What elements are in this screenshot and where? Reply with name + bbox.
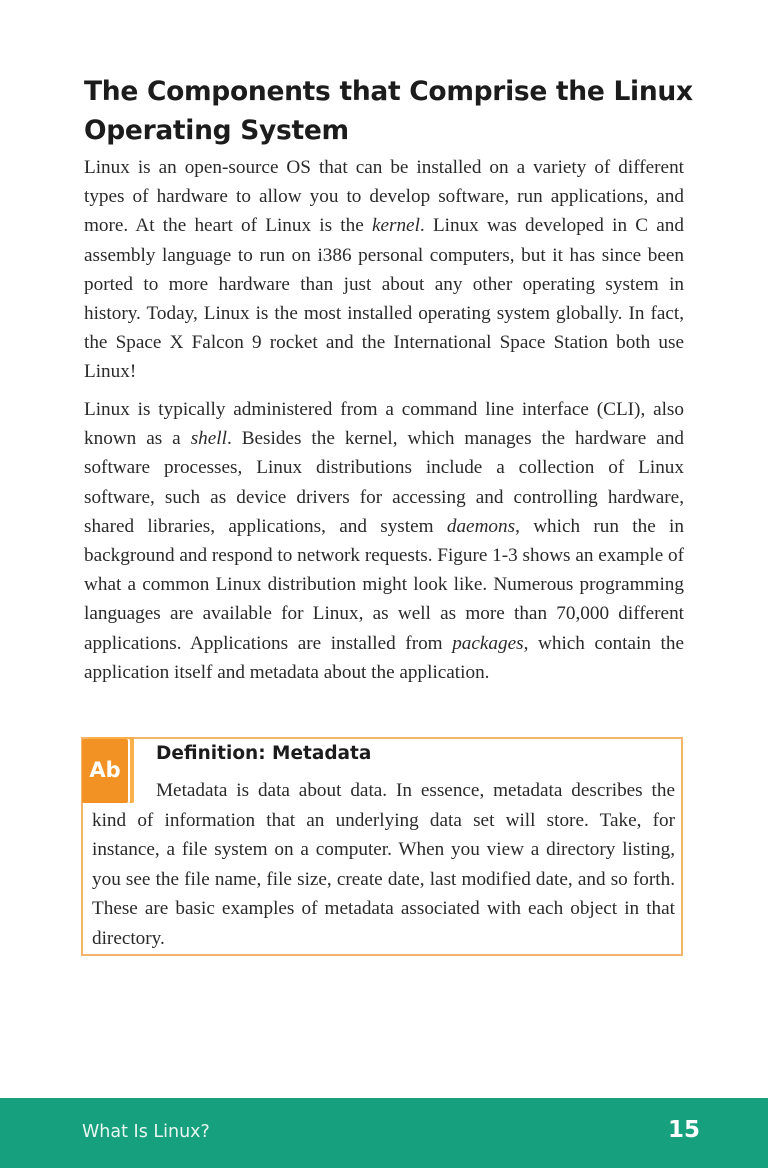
emphasis-term-daemons: daemons: [446, 515, 516, 537]
paragraph-text: Linux is an open-source OS that can be installed on a variety of different types of hardware to allow you to develop software, run applications, and more. At the heart of Linux is the: [84, 157, 684, 237]
emphasis-term-shell: shell: [190, 428, 227, 450]
section-heading: The Components that Comprise the Linux Operating System: [84, 76, 693, 146]
body-paragraph-2: [84, 395, 684, 687]
emphasis-term-kernel: kernel: [371, 215, 420, 237]
book-icon-label: Ab: [89, 758, 121, 782]
paragraph-text: , which run the in background and respond to network requests. Figure 1-3 shows an example of what a common Linux distribution might look like. Numerous programming languages are available for Linux, as well as more than 70,000 different applications. Applications are installed from: [84, 515, 685, 654]
emphasis-term-packages: packages: [452, 632, 524, 654]
definition-body: Metadata is data about data. In essence, metadata describes the kind of information that an underlying data set will store. Take, for instance, a file system on a computer. When you view a directory listing, you see the file name, file size, create date, last modified date, and so forth. These are basic examples of metadata associated with each object in that directory.: [92, 780, 675, 949]
body-paragraph-1: [84, 153, 684, 387]
page-footer: [0, 1098, 768, 1168]
paragraph-text: , which contain the application itself and metadata about the application.: [84, 632, 684, 683]
page-number: 15: [667, 1117, 700, 1143]
paragraph-text: Linux is typically administered from a command line interface (CLI), also known as a: [84, 399, 684, 450]
paragraph-text: . Linux was developed in C and assembly language to run on i386 personal computers, but it has since been ported to more hardware than just about any other operating system in history. Today, Linux is the most installed operating system globally. In fact, the Space X Falcon 9 rocket and the International Space Station both use Linux!: [84, 215, 684, 383]
definition-title: Definition: Metadata: [156, 743, 372, 764]
paragraph-text: . Besides the kernel, which manages the hardware and software processes, Linux distributions include a collection of Linux software, such as device drivers for accessing and controlling hardware, shared libraries, applications, and system: [84, 428, 685, 537]
footer-chapter-title: What Is Linux?: [82, 1122, 210, 1142]
